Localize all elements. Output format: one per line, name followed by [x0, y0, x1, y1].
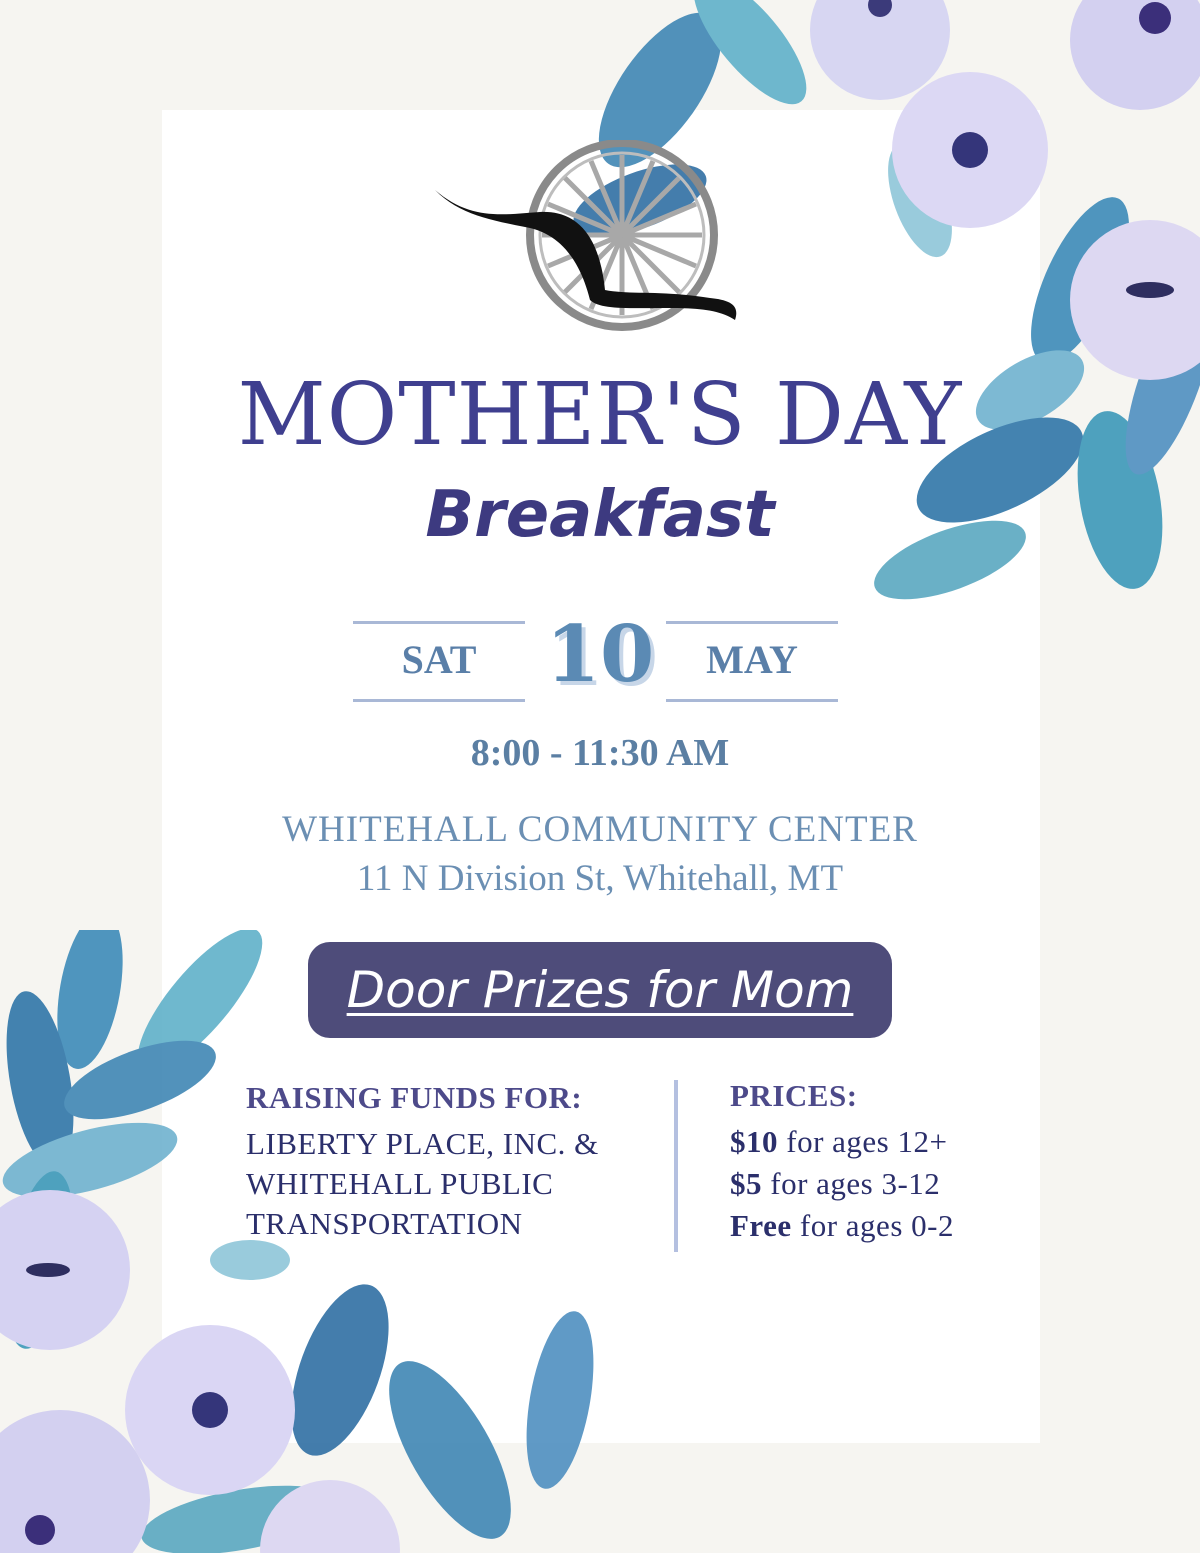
price-row-3 [730, 1206, 954, 1246]
price-desc-2: for ages 3-12 [762, 1166, 941, 1201]
date-weekday: SAT [401, 637, 477, 682]
price-row-2 [730, 1164, 940, 1204]
venue-address: 11 N Division St, Whitehall, MT [356, 858, 844, 899]
fundraiser-line-2: WHITEHALL PUBLIC [246, 1166, 554, 1201]
door-prizes-banner [308, 942, 892, 1038]
prices-heading: PRICES: [730, 1078, 858, 1113]
price-desc-3: for ages 0-2 [791, 1208, 954, 1243]
date-rule-left-bottom [353, 699, 525, 702]
venue-name: WHITEHALL COMMUNITY CENTER [282, 809, 918, 850]
price-row-1 [730, 1122, 947, 1162]
date-month: MAY [706, 637, 798, 682]
door-prizes-label: Door Prizes for Mom [346, 961, 854, 1019]
price-amount-2: $5 [730, 1166, 762, 1201]
price-amount-1: $10 [730, 1124, 778, 1159]
date-day: 10 [545, 609, 655, 700]
date-rule-left-top [353, 621, 525, 624]
date-rule-right-bottom [666, 699, 838, 702]
wagon-wheel-logo [430, 140, 760, 340]
fundraiser-heading: RAISING FUNDS FOR: [246, 1080, 583, 1115]
event-time: 8:00 - 11:30 AM [470, 732, 730, 774]
date-rule-right-top [666, 621, 838, 624]
column-divider [674, 1080, 678, 1252]
event-subtitle: Breakfast [425, 478, 775, 552]
event-title: MOTHER'S DAY [237, 365, 963, 465]
fundraiser-line-1: LIBERTY PLACE, INC. & [246, 1126, 599, 1161]
fundraiser-line-3: TRANSPORTATION [246, 1206, 523, 1241]
price-desc-1: for ages 12+ [778, 1124, 948, 1159]
price-amount-3: Free [730, 1208, 792, 1243]
